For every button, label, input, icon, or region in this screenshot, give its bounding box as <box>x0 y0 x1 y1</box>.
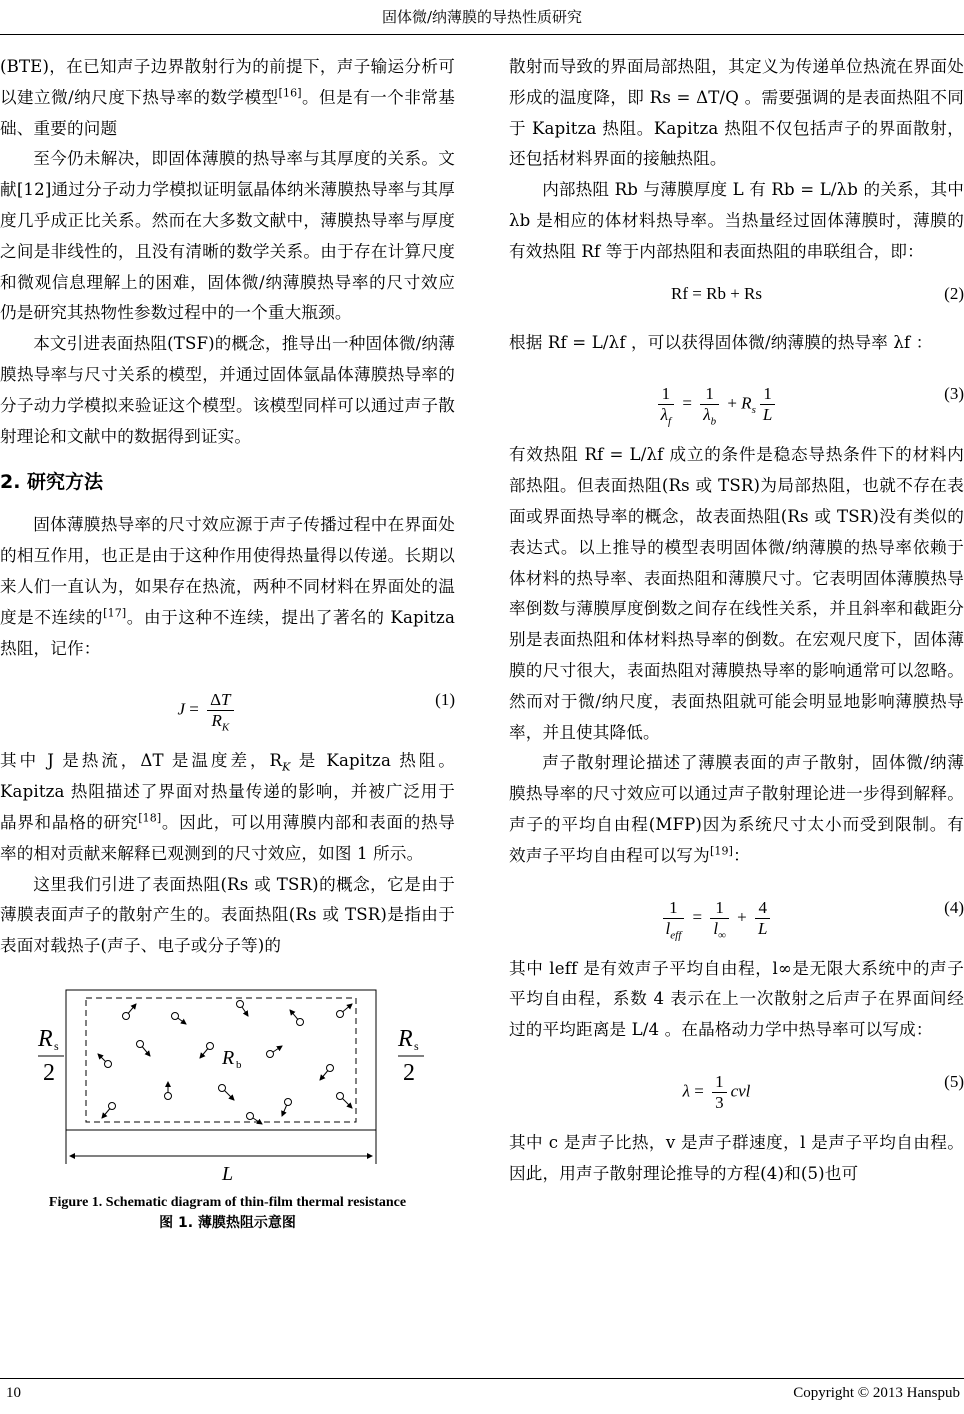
equation-2-number: (2) <box>944 283 964 303</box>
header-title: 固体微/纳薄膜的导热性质研究 <box>381 8 583 26</box>
equation-2-body: Rf = Rb + Rs <box>671 283 762 303</box>
equation-5-number: (5) <box>944 1071 964 1091</box>
right-paragraph-1: 散射而导致的界面局部热阻，其定义为传递单位热流在界面处形成的温度降，即 Rs = ΔT/Q 。需要强调的是表面热阻不同于 Kapitza 热阻。Kapitza 热阻不仅包括声子的界面散射，还包括材料界面的接触热阻。 <box>509 57 964 169</box>
figure-1 <box>0 984 455 1184</box>
equation-3-number: (3) <box>944 384 964 404</box>
label-rs-right: R <box>398 1025 413 1052</box>
footer-rule <box>0 1378 964 1379</box>
section-heading: 2. 研究方法 <box>0 471 104 494</box>
equation-1-number: (1) <box>435 690 455 710</box>
left-paragraph-1: (BTE)，在已知声子边界散射行为的前提下，声子输运分析可以建立微/纳尺度下热导率的数学模型[16]。但是有一个非常基础、重要的问题 <box>0 57 455 138</box>
figure-caption-en: Figure 1. Schematic diagram of thin-film thermal resistance <box>48 1194 407 1210</box>
left-paragraph-4: 固体薄膜热导率的尺寸效应源于声子传播过程中在界面处的相互作用，也正是由于这种作用使得热量得以传递。长期以来人们一直认为，如果存在热流，两种不同材料在界面处的温度是不连续的[17]。由于这种不连续，提出了著名的 Kapitza 热阻，记作： <box>0 515 455 658</box>
equation-3: $\frac{1}{\lambda_f}$ = $\frac{1}{\lambda_b}$ + $R_s$ $\frac{1}{L}$ (3) <box>509 364 964 434</box>
copyright: Copyright © 2013 Hanspub <box>793 1385 960 1401</box>
figure-caption-cn: 图 1. 薄膜热阻示意图 <box>159 1214 296 1231</box>
svg-text:b: b <box>236 1058 242 1071</box>
equation-4-number: (4) <box>944 897 964 917</box>
label-two-left: 2 <box>43 1059 55 1086</box>
equation-2 <box>509 274 964 322</box>
left-paragraph-5: 其中 J 是热流，ΔT 是温度差，$R_K$ 是 Kapitza 热阻。Kapitza 热阻描述了界面对热量传递的影响，并被广泛用于晶界和晶格的研究[18]。因此，可以用薄膜内部和表面的热导率的相对贡献来解释已观测到的尺寸效应，如图 1 所示。 <box>0 751 455 863</box>
left-paragraph-2: 至今仍未解决，即固体薄膜的热导率与其厚度的关系。文献[12]通过分子动力学模拟证明氩晶体纳米薄膜热导率与其厚度几乎成正比关系。然而在大多数文献中，薄膜热导率与厚度之间是非线性的，且没有清晰的数学关系。由于存在计算尺度和微观信息理解上的困难，固体微/纳薄膜热导率的尺寸效应仍是研究其热物性参数过程中的一个重大瓶颈。 <box>0 149 455 323</box>
svg-text:s: s <box>54 1038 59 1053</box>
equation-1: J = $\frac{\Delta T}{R_K}$ (1) <box>177 690 455 734</box>
right-paragraph-6: 其中 leff 是有效声子平均自由程，l∞是无限大系统中的声子平均自由程，系数 4 表示在上一次散射之后声子在界面间经过的平均距离是 L/4 。在晶格动力学中热导率可以写成： <box>509 958 964 1040</box>
page-number: 10 <box>6 1385 21 1401</box>
right-column <box>509 52 964 1190</box>
label-L: L <box>222 1162 234 1184</box>
right-paragraph-4: 有效热阻 Rf = L/λf 成立的条件是稳态导热条件下的材料内部热阻。但表面热阻(Rs 或 TSR)为局部热阻，也就不存在表面或界面热导率的概念，故表面热阻(Rs 或 TSR)没有类似的表达式。以上推导的模型表明固体微/纳薄膜的热导率依赖于体材料的热导率、表面热阻和薄膜尺寸。它表明固体薄膜热导率倒数与薄膜厚度倒数之间存在线性关系，并且斜率和截距分别是表面热阻和体材料热导率的倒数。在宏观尺度下，固体薄膜的尺寸很大，表面热阻对薄膜热导率的影响通常可以忽略。然而对于微/纳尺度，表面热阻就可能会明显地影响薄膜热导率，并且使其降低。 <box>509 445 964 742</box>
svg-text:s: s <box>414 1038 419 1053</box>
equation-5: λ = $\frac{1}{3}$ cvl (5) <box>682 1071 964 1112</box>
right-paragraph-3: 根据 Rf = L/λf ，可以获得固体微/纳薄膜的热导率 λf ： <box>509 332 933 352</box>
left-paragraph-3: 本文引进表面热阻(TSF)的概念，推导出一种固体微/纳薄膜热导率与尺寸关系的模型，并通过固体氩晶体薄膜热导率的分子动力学模拟来验证这个模型。该模型同样可以通过声子散射理论和文献中的数据得到证实。 <box>0 334 455 446</box>
left-paragraph-6: 这里我们引进了表面热阻(Rs 或 TSR)的概念，它是由于薄膜表面声子的散射产生的。表面热阻(Rs 或 TSR)是指由于表面对载热子(声子、电子或分子等)的 <box>0 874 455 956</box>
right-paragraph-5: 声子散射理论描述了薄膜表面的声子散射，固体微/纳薄膜热导率的尺寸效应可以通过声子散射理论进一步得到解释。声子的平均自由程(MFP)因为系统尺寸太小而受到限制。有效声子平均自由程可以写为[19]： <box>509 753 964 865</box>
left-column <box>0 52 455 1234</box>
label-rs-left: R <box>38 1025 53 1052</box>
right-paragraph-2: 内部热阻 Rb 与薄膜厚度 L 有 Rb = L/λb 的关系，其中 λb 是相应的体材料热导率。当热量经过固体薄膜时，薄膜的有效热阻 Rf 等于内部热阻和表面热阻的串联组合，即： <box>509 180 964 261</box>
label-two-right: 2 <box>403 1059 415 1086</box>
label-rb: R <box>222 1046 235 1069</box>
right-paragraph-7: 其中 c 是声子比热，v 是声子群速度，l 是声子平均自由程。因此，用声子散射理论推导的方程(4)和(5)也可 <box>509 1132 964 1183</box>
thin-film-schematic <box>0 984 455 1184</box>
equation-4: $\frac{1}{l_{eff}}$ = $\frac{1}{l_\infty}$ + $\frac{4}{L}$ (4) <box>509 878 964 948</box>
running-header <box>0 0 964 35</box>
